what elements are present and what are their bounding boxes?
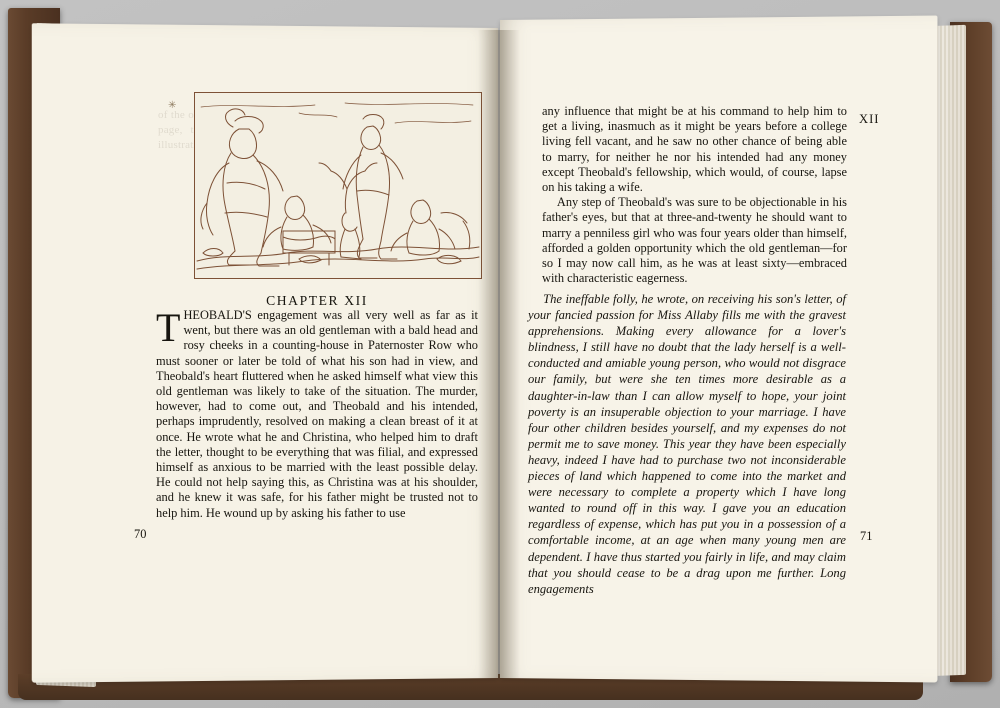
drop-cap: T [156,305,181,350]
chapter-heading: CHAPTER XII [266,293,368,308]
running-head-chapter-number: XII [859,112,880,126]
left-page-body [156,305,478,521]
woodcut-illustration [194,92,482,279]
paragraph: any influence that might be at his command to help him to get a living, inasmuch as it might be years before a college living fell vacant, and he saw no other chance of being able to marry, for neither he nor his intended had any money except Theobald's fellowship, which would, of course, lapse on his taking a wife. [542,104,847,195]
left-page-body-text: HEOBALD'S engagement was all very well as far as it went, but there was an old gentleman with a bald head and rosy cheeks in a counting-house in Paternoster Row who must sooner or later be told of what his son had in view, and Theobald's heart fluttered when he asked himself what view this old gentleman was likely to take of the situation. The murder, however, had to come out, and Theobald and his intended, perhaps imprudently, resolved on making a clean breast of it at once. He wrote what he and Christina, who helped him to draft the letter, thought to be everything that was filial, and expressed himself as anxious to be married with the least possible delay. He could not help saying this, as Christina was at his shoulder, and he knew it was safe, for his father might be trusted not to help him. He wound up by asking his father to use [156,308,478,520]
paragraph: Any step of Theobald's was sure to be objectionable in his father's eyes, but that at three-and-twenty he should want to marry a penniless girl who was four years older than himself, afforded a golden opportunity which the old gentleman—for so I may now call him, as he was at least sixty—embraced with characteristic eagerness. [542,195,847,286]
open-book [8,8,992,700]
page-number-right: 71 [860,529,873,543]
illustration-artwork [195,93,481,278]
page-number-left: 70 [134,527,147,541]
right-page-body [542,104,847,286]
letter-text: The ineffable folly, he wrote, on receiving his son's letter, of your fancied passion for Miss Allaby fills me with the gravest apprehensions. Making every allowance for a lover's blindness, I still have no doubt that the lady herself is a well-conducted and amiable young person, who would not disgrace our family, but were she ten times more desirable as a daughter-in-law than I can allow myself to hope, your joint poverty is an insuperable objection to your marriage. I have four other children besides yourself, and my expenses do not permit me to save money. This year they have been especially heavy, indeed I have had to purchase two not inconsiderable pieces of land which happened to come into the market and were necessary to complete a property which I have long wanted to round off in this way. I gave you an education regardless of expense, which has put you in a possession of a comfortable income, at an age when many young men are dependent. I have thus started you fairly in life, and may claim that you should cease to be a drag upon me further. Long engagements [528,292,846,596]
quoted-letter [528,291,846,597]
marginal-register-mark: ✳ [168,100,177,111]
